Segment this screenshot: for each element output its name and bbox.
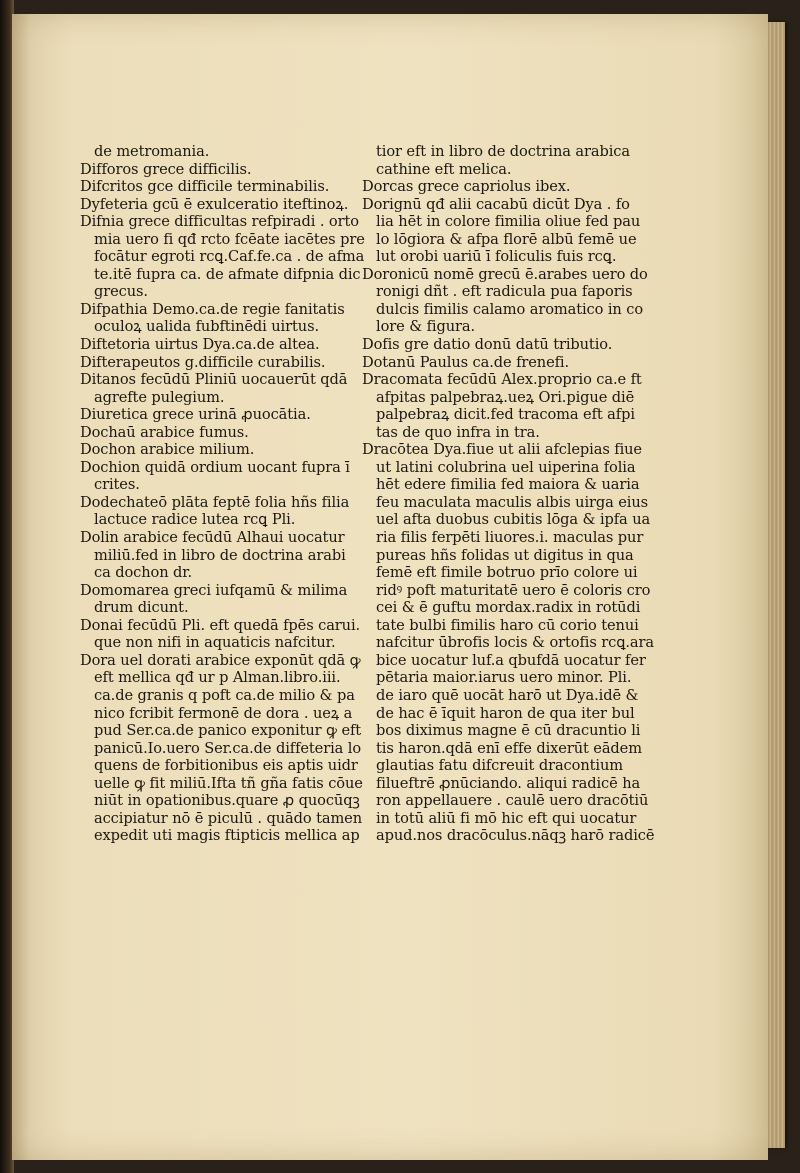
text-line: pureas hñs folidas ut digitus in qua bbox=[376, 546, 634, 564]
text-line: pētaria maior.iarus uero minor. Pli. bbox=[376, 669, 632, 687]
text-line: accipiatur nō ē piculū . quādo tamen bbox=[94, 809, 363, 827]
text-line: Dorignū qđ alii cacabū dicūt Dya . fo bbox=[362, 195, 630, 213]
text-line: grecus. bbox=[94, 283, 148, 301]
text-line: Dracomata fecūdū Alex.proprio ca.e ft bbox=[362, 371, 642, 389]
text-line: Dora uel dorati arabice exponūt qdā ꝙ bbox=[80, 651, 361, 669]
text-line: ridꝰ poft maturitatē uero ē coloris cro bbox=[376, 581, 651, 599]
text-line: ca.de granis q poft ca.de milio & pa bbox=[94, 686, 355, 704]
text-line: Dyfeteria gcū ē exulceratio iteftinoꝝ. bbox=[80, 195, 349, 213]
text-line: palpebraꝝ dicit.fed tracoma eft afpi bbox=[376, 406, 635, 424]
text-line: te.itē fupra ca. de afmate difpnia dic bbox=[94, 265, 361, 283]
text-line: feu maculata maculis albis uirga eius bbox=[376, 493, 649, 511]
text-line: Difnia grece difficultas refpiradi . orto bbox=[80, 213, 359, 231]
text-line: tis haron.qdā enī effe dixerūt eādem bbox=[376, 739, 642, 757]
text-line: Dodechateō plāta feptē folia hñs filia bbox=[80, 493, 350, 511]
text-line: in totū aliū fi mō hic eft qui uocatur bbox=[376, 809, 637, 827]
text-line: uelle ꝙ fit miliū.Ifta tñ gña fatis cōue bbox=[94, 774, 363, 792]
text-line: agrefte pulegium. bbox=[94, 388, 225, 406]
text-line: apud.nos dracōculus.nāqꝫ harō radicē bbox=[376, 827, 655, 845]
text-line: glautias fatu difcreuit dracontium bbox=[376, 757, 623, 775]
text-line: Dofis gre datio donū datū tributio. bbox=[362, 336, 613, 354]
text-line: ut latini colubrina uel uiperina folia bbox=[376, 458, 636, 476]
text-line: Diuretica grece urinā ꝓuocātia. bbox=[80, 406, 311, 424]
text-line: tate bulbi fimilis haro cū corio tenui bbox=[376, 616, 639, 634]
text-line: Diftetoria uirtus Dya.ca.de altea. bbox=[80, 336, 320, 354]
text-line: dulcis fimilis calamo aromatico in co bbox=[376, 300, 644, 318]
text-line: ronigi dñt . eft radicula pua faporis bbox=[376, 283, 633, 301]
text-line: expedit uti magis ftipticis mellica ap bbox=[94, 827, 360, 845]
text-line: nafcitur ūbrofis locis & ortofis rcꝗ.ara bbox=[376, 634, 655, 652]
text-line: tior eft in libro de doctrina arabica bbox=[376, 143, 630, 160]
text-line: nico fcribit fermonē de dora . ueꝝ a bbox=[94, 704, 353, 722]
text-line: cathine eft melica. bbox=[376, 160, 512, 178]
text-line: oculoꝝ ualida fubftinēdi uirtus. bbox=[94, 318, 319, 336]
text-line: filueftrē ꝓnūciando. aliqui radicē ha bbox=[376, 774, 641, 792]
text-line: de iaro quē uocāt harō ut Dya.idē & bbox=[376, 686, 639, 704]
text-line: mia uero fi qđ rcto fcēate iacētes pre bbox=[94, 230, 365, 248]
text-line: ron appellauere . caulē uero dracōtiū bbox=[376, 792, 649, 810]
text-line: focātur egroti rcꝗ.Caf.fe.ca . de afma bbox=[94, 248, 365, 266]
text-line: Dotanū Paulus ca.de frenefi. bbox=[362, 353, 570, 371]
text-line: Donai fecūdū Pli. eft quedā fpēs carui. bbox=[80, 616, 361, 634]
text-line: lo lōgiora & afpa florē albū femē ue bbox=[376, 230, 637, 248]
text-line: Dolin arabice fecūdū Alhaui uocatur bbox=[80, 529, 345, 547]
text-line: lia hēt in colore fimilia oliue fed pau bbox=[376, 213, 641, 231]
text-line: Difcritos gce difficile terminabilis. bbox=[80, 178, 330, 196]
text-line: Ditanos fecūdū Pliniū uocauerūt qdā bbox=[80, 371, 348, 389]
text-column-left bbox=[80, 143, 365, 845]
text-line: Doronicū nomē grecū ē.arabes uero do bbox=[362, 265, 648, 283]
text-line: uel afta duobus cubitis lōga & ipfa ua bbox=[376, 511, 651, 529]
text-line: lactuce radice lutea rcꝗ Pli. bbox=[94, 511, 296, 529]
text-line: Dochaū arabice fumus. bbox=[80, 423, 249, 441]
text-line: lut orobi uariū ī foliculis fuis rcꝗ. bbox=[376, 248, 617, 266]
text-line: bice uocatur luf.a qbufdā uocatur fer bbox=[376, 651, 646, 669]
text-line: que non nifi in aquaticis nafcitur. bbox=[94, 634, 336, 652]
text-line: Dracōtea Dya.fiue ut alii afclepias fiue bbox=[362, 441, 642, 459]
text-column-right bbox=[362, 143, 655, 845]
text-line: de hac ē īquit haron de qua iter bul bbox=[376, 704, 635, 722]
text-line: femē eft fimile botruo prīo colore ui bbox=[376, 564, 638, 582]
text-line: pud Ser.ca.de panico exponitur ꝙ eft bbox=[94, 722, 362, 740]
text-line: Difpathia Demo.ca.de regie fanitatis bbox=[80, 300, 345, 318]
text-line: Difforos grece difficilis. bbox=[80, 160, 252, 178]
text-line: de metromania. bbox=[94, 143, 210, 160]
text-line: Dochion quidā ordium uocant fupra ī bbox=[80, 458, 350, 476]
text-line: crites. bbox=[94, 476, 140, 494]
text-line: hēt edere fimilia fed maiora & uaria bbox=[376, 476, 640, 494]
text-line: Dochon arabice milium. bbox=[80, 441, 255, 459]
page-edges bbox=[765, 22, 785, 1148]
text-line: afpitas palpebraꝝ.ueꝝ Ori.pigue diē bbox=[376, 388, 635, 406]
text-line: lore & figura. bbox=[376, 318, 476, 336]
text-line: bos diximus magne ē cū dracuntio li bbox=[376, 722, 641, 740]
text-line: ca dochon dr. bbox=[94, 564, 193, 582]
text-line: Domomarea greci iufqamū & milima bbox=[80, 581, 348, 599]
text-line: drum dicunt. bbox=[94, 599, 189, 617]
text-line: tas de quo infra in tra. bbox=[376, 423, 540, 441]
text-line: cei & ē guftu mordax.radix in rotūdi bbox=[376, 599, 641, 617]
text-line: eft mellica qđ ur p Alman.libro.iii. bbox=[94, 669, 341, 687]
text-line: quens de forbitionibus eis aptis uidr bbox=[94, 757, 358, 775]
text-line: panicū.Io.uero Ser.ca.de diffeteria lo bbox=[94, 739, 362, 757]
text-line: ria filis ferpēti liuores.i. maculas pur bbox=[376, 529, 644, 547]
text-line: niūt in opationibus.quare ꝓ quocūqꝫ bbox=[94, 792, 360, 810]
text-line: Dorcas grece capriolus ibex. bbox=[362, 178, 571, 196]
text-line: Difterapeutos g.difficile curabilis. bbox=[80, 353, 326, 371]
text-line: miliū.fed in libro de doctrina arabi bbox=[94, 546, 346, 564]
